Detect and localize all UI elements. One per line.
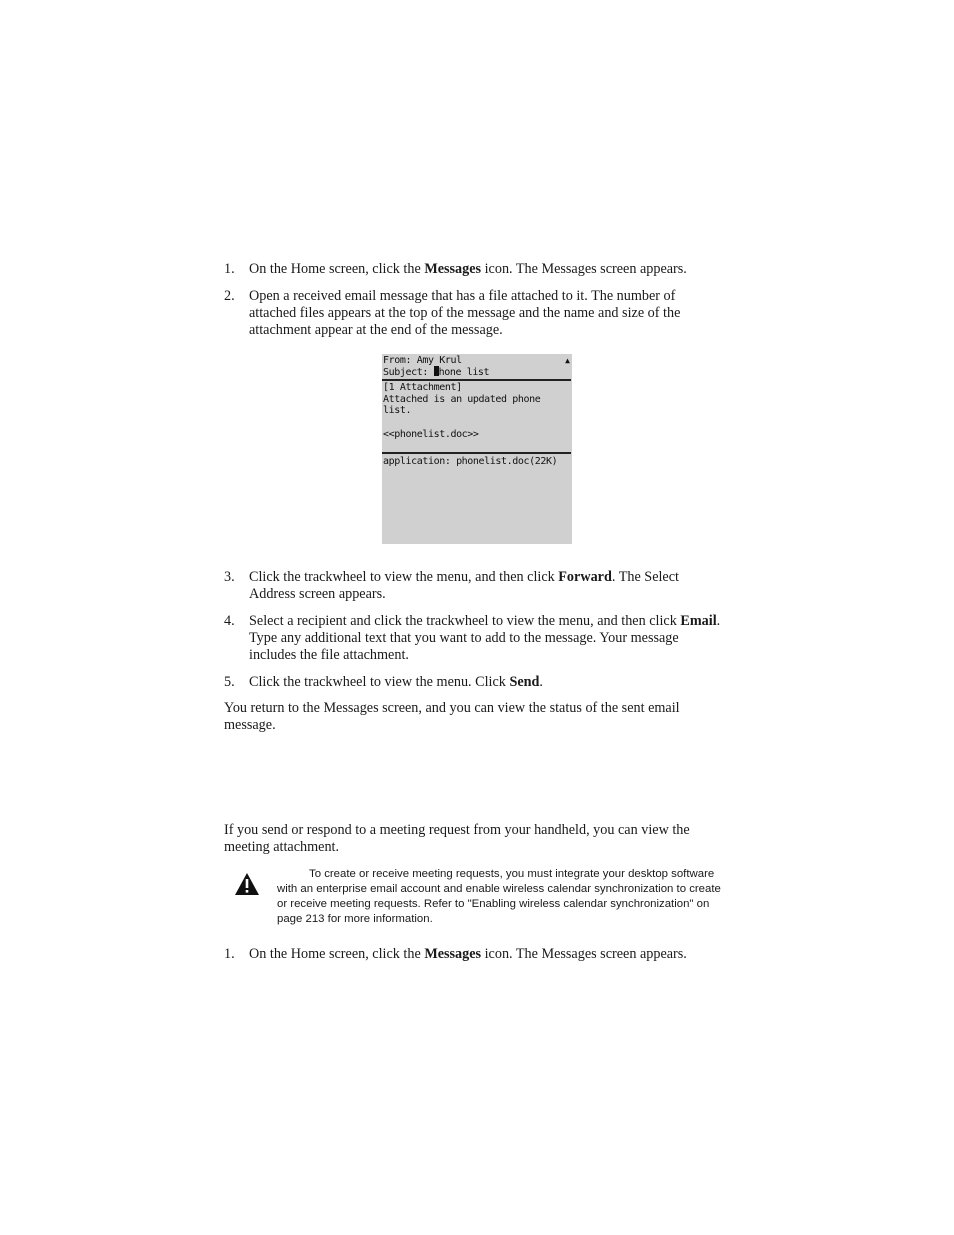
step-text: On the Home screen, click the Messages icon. The Messages screen appears.: [249, 261, 687, 277]
step-number: 2.: [224, 288, 235, 304]
header-divider: [382, 379, 571, 381]
attachment-divider: [382, 452, 571, 454]
step-number: 1.: [224, 261, 235, 277]
step-text: Select a recipient and click the trackwheel to view the menu, and then click Email. Type any additional text that you want to add to the message. Your message includes the file attachment.: [249, 613, 721, 663]
message-subject: Subject: hone list: [383, 367, 490, 378]
attachment-info: application: phonelist.doc(22K): [383, 456, 558, 467]
paragraph-return: You return to the Messages screen, and you can view the status of the sent email message.: [224, 700, 680, 733]
warning-icon: [234, 872, 260, 896]
handheld-message-screenshot: [382, 354, 572, 544]
step-number: 1.: [224, 946, 235, 962]
step-number: 5.: [224, 674, 235, 690]
step-1-meeting: [224, 946, 724, 963]
step-1: [224, 261, 724, 278]
scroll-up-icon: ▲: [565, 356, 570, 365]
attachment-count: [1 Attachment]: [383, 382, 462, 393]
note-text: To create or receive meeting requests, you must integrate your desktop software with an enterprise email account and enable wireless calendar synchronization to create or receive meeting requests. Refer to "Enabling wireless calendar synchronization" on page 213 for more information.: [277, 868, 721, 925]
step-text: On the Home screen, click the Messages icon. The Messages screen appears.: [249, 946, 687, 962]
message-from: From: Amy Krul: [383, 355, 462, 366]
step-3: [224, 569, 724, 603]
attachment-reference: <<phonelist.doc>>: [383, 429, 479, 440]
step-text: Click the trackwheel to view the menu. Click Send.: [249, 674, 543, 690]
paragraph-meeting: If you send or respond to a meeting request from your handheld, you can view the meeting attachment.: [224, 822, 690, 855]
message-body-line: list.: [383, 405, 412, 416]
step-number: 3.: [224, 569, 235, 585]
step-text: Click the trackwheel to view the menu, and then click Forward. The Select Address screen appears.: [249, 569, 679, 602]
step-text: Open a received email message that has a file attached to it. The number of attached files appears at the top of the message and the name and size of the attachment appear at the end of the message.: [249, 288, 681, 338]
step-5: [224, 674, 724, 691]
message-body-line: Attached is an updated phone: [383, 393, 541, 405]
step-2: [224, 288, 724, 339]
step-number: 4.: [224, 613, 235, 629]
step-4: [224, 613, 724, 664]
